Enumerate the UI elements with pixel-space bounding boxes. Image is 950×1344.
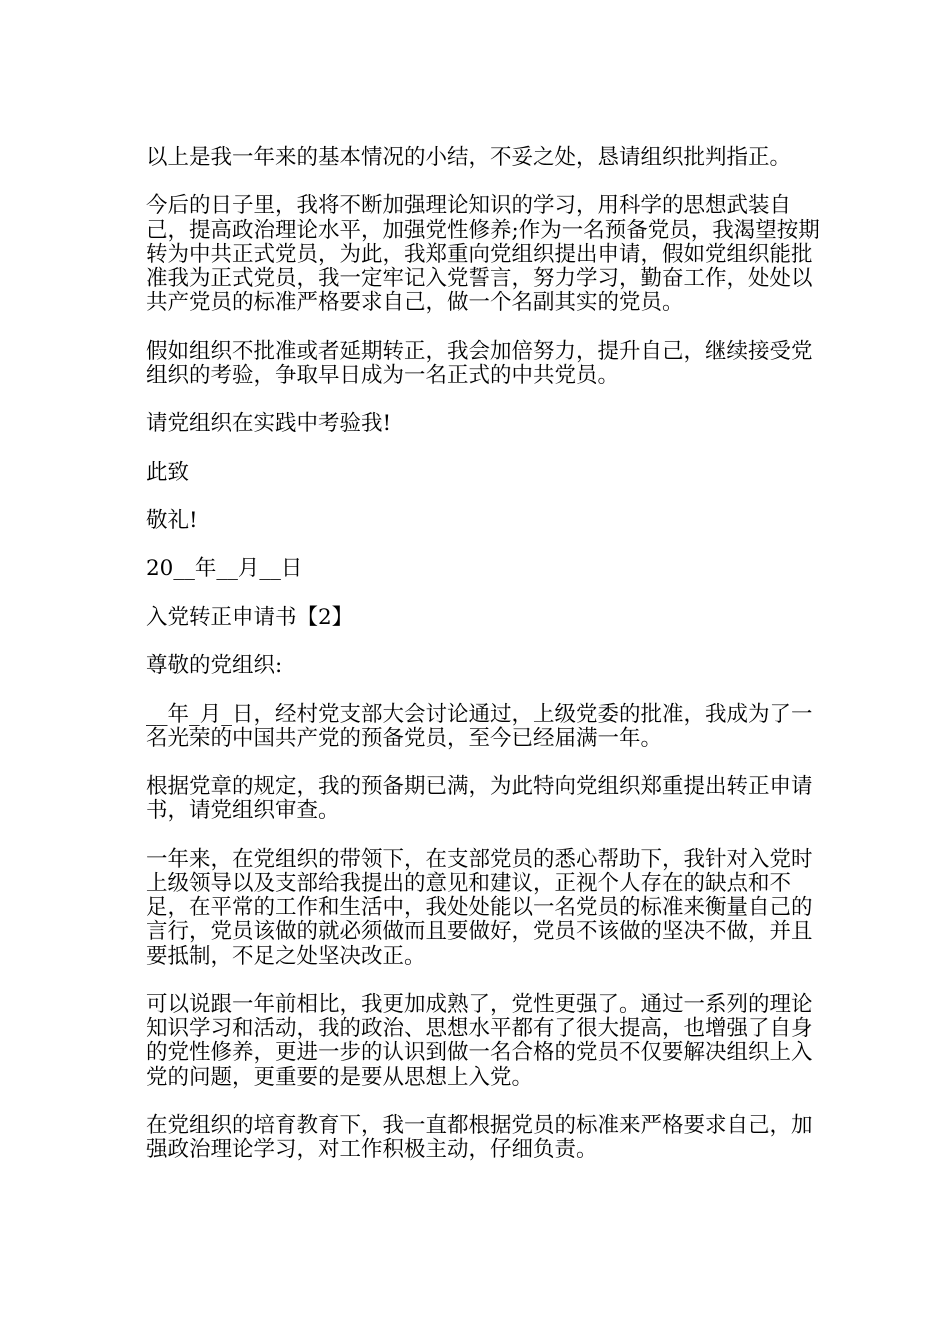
paragraph-request-test: 请党组织在实践中考验我! [146,411,392,437]
document-body [146,146,826,1187]
paragraph-year-review: 一年来，在党组织的带领下，在支部党员的悉心帮助下，我针对入党时上级领导以及支部给我提出的意见和建议，正视个人存在的缺点和不足，在平常的工作和生活中，我处处能以一名党员的标准来衡量自己的言行，党员该做的就必须做而且要做好，党员不该做的坚决不做，并且要抵制，不足之处坚决改正。 [146,846,813,969]
paragraph-summary: 以上是我一年来的基本情况的小结，不妥之处，恳请组织批判指正。 [146,145,792,170]
paragraph-date: 20__年__月__日 [146,556,303,582]
paragraph-if-not-approved: 假如组织不批准或者延期转正，我会加倍努力，提升自己，继续接受党组织的考验，争取早日成为一名正式的中共党员。 [146,338,813,388]
paragraph-regulation: 根据党章的规定，我的预备期已满，为此特向党组织郑重提出转正申请书，请党组织审查。 [146,774,813,824]
paragraph-future-plan: 今后的日子里，我将不断加强理论知识的学习，用科学的思想武装自己，提高政治理论水平，加强党性修养;作为一名预备党员，我渴望按期转为中共正式党员，为此，我郑重向党组织提出申请，假如党组织能批准我为正式党员，我一定牢记入党誓言，努力学习，勤奋工作，处处以共产党员的标准严格要求自己，做一个名副其实的党员。 [146,193,820,316]
paragraph-approval: __年_月_日，经村党支部大会讨论通过，上级党委的批准，我成为了一名光荣的中国共产党的预备党员，至今已经届满一年。 [146,701,813,751]
paragraph-salutation: 此致 [146,459,190,485]
section-title: 入党转正申请书【2】 [146,604,354,630]
paragraph-regards: 敬礼! [146,507,198,533]
paragraph-growth: 可以说跟一年前相比，我更加成熟了，党性更强了。通过一系列的理论知识学习和活动，我的政治、思想水平都有了很大提高，也增强了自身的党性修养，更进一步的认识到做一名合格的党员不仅要解决组织上入党的问题，更重要的是要从思想上入党。 [146,991,813,1090]
paragraph-education: 在党组织的培育教育下，我一直都根据党员的标准来严格要求自己，加强政治理论学习，对工作积极主动，仔细负责。 [146,1112,813,1163]
paragraph-greeting: 尊敬的党组织: [146,653,283,679]
